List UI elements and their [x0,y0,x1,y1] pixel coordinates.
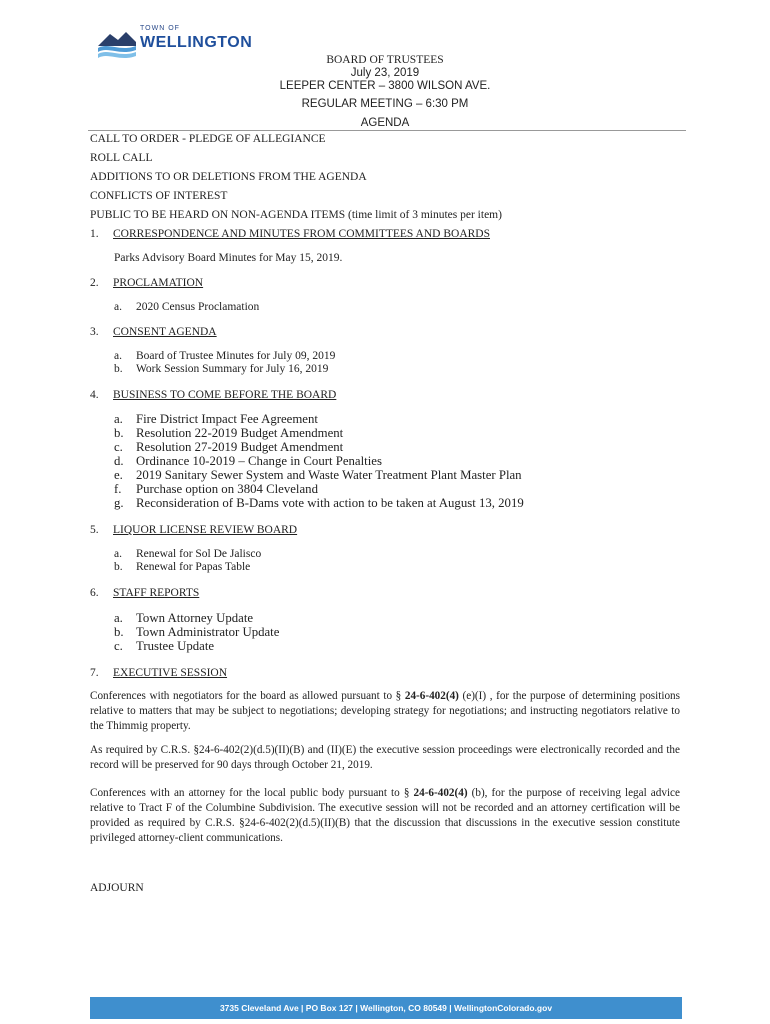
section-number: 2. [90,277,99,289]
section-note: Parks Advisory Board Minutes for May 15, 2019. [114,252,343,264]
agenda-title: AGENDA [360,117,410,129]
section-4 [90,389,336,401]
list-item: a. 2020 Census Proclamation [114,301,260,313]
list-item: b. Renewal for Papas Table [114,561,251,573]
section-title: EXECUTIVE SESSION [113,667,228,679]
section-number: 6. [90,587,99,599]
section-number: 4. [90,389,99,401]
divider [88,130,686,131]
list-item: a. Town Attorney Update [114,611,254,625]
section-title: STAFF REPORTS [113,587,200,599]
list-item: b. Town Administrator Update [114,625,280,639]
exec-paragraph-3: Conferences with an attorney for the local public body pursuant to § 24-6-402(4) (b), for the purpose of receiving legal advice relative to Tract F of the Columbine Subdivision. The executive session will not be recorded and an attorney certification will be provided as required by C.R.S. §24-6-402(2)(d.5)(II)(B) that the discussion that discussions in the executive session constitute privileged attorney-client communications. [90,787,680,844]
logo-name: WELLINGTON [140,34,253,51]
section-5 [90,524,297,536]
section-number: 5. [90,524,99,536]
adjourn: ADJOURN [90,882,144,894]
list-item: b. Work Session Summary for July 16, 2019 [114,363,329,375]
list-item: b. Resolution 22-2019 Budget Amendment [114,426,344,440]
section-number: 7. [90,667,99,679]
section-title: CORRESPONDENCE AND MINUTES FROM COMMITTEES AND BOARDS [113,228,490,240]
call-to-order: CALL TO ORDER - PLEDGE OF ALLEGIANCE [90,133,326,145]
list-item: d. Ordinance 10-2019 – Change in Court Penalties [114,454,382,468]
section-7 [90,667,227,679]
meeting-location: LEEPER CENTER – 3800 WILSON AVE. [279,80,491,92]
section-3 [90,326,217,338]
list-item: c. Resolution 27-2019 Budget Amendment [114,440,344,454]
additions-deletions: ADDITIONS TO OR DELETIONS FROM THE AGENDA [90,171,367,183]
list-item: f. Purchase option on 3804 Cleveland [114,482,318,496]
list-item: a. Renewal for Sol De Jalisco [114,548,262,560]
roll-call: ROLL CALL [90,152,153,164]
section-title: LIQUOR LICENSE REVIEW BOARD [113,524,298,536]
section-title: CONSENT AGENDA [113,326,217,338]
section-6 [90,587,199,599]
list-item: c. Trustee Update [114,639,215,653]
section-title: BUSINESS TO COME BEFORE THE BOARD [113,389,337,401]
meeting-type: REGULAR MEETING – 6:30 PM [301,98,469,110]
board-title: BOARD OF TRUSTEES [326,54,444,66]
list-item: a. Fire District Impact Fee Agreement [114,412,318,426]
section-2 [90,277,203,289]
section-number: 3. [90,326,99,338]
section-title: PROCLAMATION [113,277,204,289]
list-item: e. 2019 Sanitary Sewer System and Waste Water Treatment Plant Master Plan [114,468,522,482]
footer-bar: 3735 Cleveland Ave | PO Box 127 | Wellington, CO 80549 | WellingtonColorado.gov [90,997,682,1019]
list-item: g. Reconsideration of B-Dams vote with action to be taken at August 13, 2019 [114,496,524,510]
exec-paragraph-1: Conferences with negotiators for the board as allowed pursuant to § 24-6-402(4) (e)(I) , for the purpose of determining positions relative to matters that may be subject to negotiations; developing strategy for negotiations; and instructing negotiators relative to the Thimmig property. [90,690,681,732]
meeting-date: July 23, 2019 [350,67,420,79]
list-item: a. Board of Trustee Minutes for July 09, 2019 [114,350,336,362]
exec-paragraph-2: As required by C.R.S. §24-6-402(2)(d.5)(II)(B) and (II)(E) the executive session proceedings were electronically recorded and the record will be preserved for 90 days through October 21, 2019. [90,744,680,771]
section-1 [90,228,490,240]
conflicts-of-interest: CONFLICTS OF INTEREST [90,190,228,202]
section-number: 1. [90,228,99,240]
logo-town-of: TOWN OF [140,25,180,32]
public-to-be-heard: PUBLIC TO BE HEARD ON NON-AGENDA ITEMS (time limit of 3 minutes per item) [90,209,502,221]
